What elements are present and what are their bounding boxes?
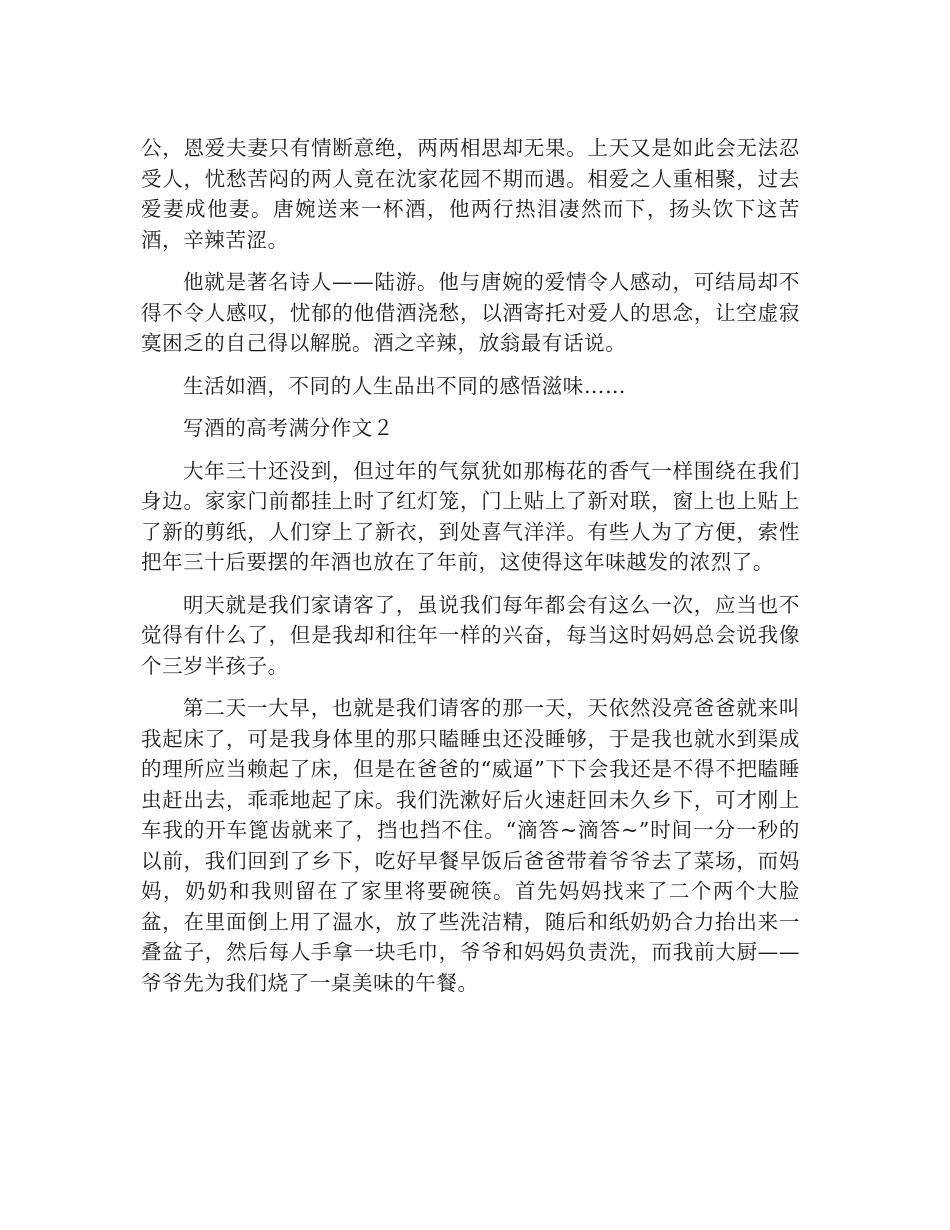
paragraph-new-year: 大年三十还没到，但过年的气氛犹如那梅花的香气一样围绕在我们身边。家家门前都挂上时了红灯笼，门上贴上了新对联，窗上也上贴上了新的剪纸，人们穿上了新衣，到处喜气洋洋。有些人为了方便，索性把年三十后要摆的年酒也放在了年前，这使得这年味越发的浓烈了。: [141, 458, 800, 574]
essay-heading: 写酒的高考满分作文２: [183, 416, 394, 440]
paragraph-next-day: 第二天一大早，也就是我们请客的那一天，天依然没亮爸爸就来叫我起床了，可是我身体里的那只瞌睡虫还没睡够，于是我也就水到渠成的理所应当赖起了床，但是在爸爸的“威逼”下下会我还是不得不把瞌睡虫赶出去，乖乖地起了床。我们洗漱好后火速赶回未久乡下，可才刚上车我的开车篦齿就来了，挡也挡不住。“滴答~滴答~”时间一分一秒的以前，我们回到了乡下，吃好早餐早饭后爸爸带着爷爷去了菜场，而妈妈，奶奶和我则留在了家里将要碗筷。首先妈妈找来了二个两个大脸盆，在里面倒上用了温水，放了些洗洁精，随后和纸奶奶合力抬出来一叠盆子，然后每人手拿一块毛巾，爷爷和妈妈负责洗，而我前大厨——爷爷先为我们烧了一桌美味的午餐。: [141, 696, 800, 995]
paragraph-lu-you: 他就是著名诗人——陆游。他与唐婉的爱情令人感动，可结局却不得不令人感叹，忧郁的他借酒浇愁，以酒寄托对爱人的思念，让空虚寂寞困乏的自己得以解脱。酒之辛辣，放翁最有话说。: [141, 270, 800, 355]
paragraph-life-like-wine: 生活如酒，不同的人生品出不同的感悟滋味……: [183, 373, 627, 398]
paragraph-continued: 公，恩爱夫妻只有情断意绝，两两相思却无果。上天又是如此会无法忍受人，忧愁苦闷的两人竟在沈家花园不期而遇。相爱之人重相聚，过去爱妻成他妻。唐婉送来一杯酒，他两行热泪凄然而下，扬头饮下这苦酒，辛辣苦涩。: [141, 136, 800, 252]
paragraph-hosting-guests: 明天就是我们家请客了，虽说我们每年都会有这么一次，应当也不觉得有什么了，但是我却和往年一样的兴奋，每当这时妈妈总会说我像个三岁半孩子。: [141, 592, 800, 678]
